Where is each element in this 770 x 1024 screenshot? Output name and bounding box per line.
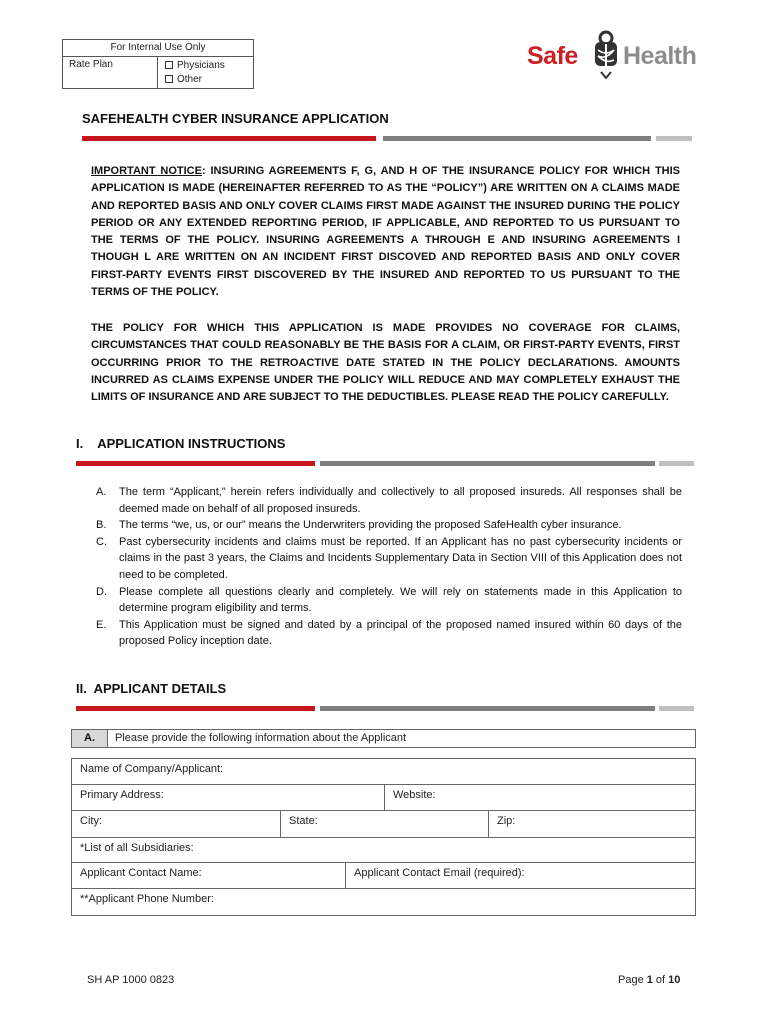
page-current: 1	[646, 974, 653, 986]
notice-para1: : INSURING AGREEMENTS F, G, AND H OF THE INSURANCE POLICY FOR WHICH THIS APPLICATION IS MADE (HEREINAFTER REFERRED TO AS THE “POLICY”) ARE WRITTEN ON A CLAIMS MADE AND REPORTED BASIS AND ONLY COVER CLAIMS FIRST MADE AGAINST THE INSURED DURING THE POLICY PERIOD OR ANY EXTENDED REPORTING PERIOD, IF APPLICABLE, AND REPORTED TO US PURSUANT TO THE TERMS OF THE POLICY. INSURING AGREEMENTS A THROUGH E AND INSURING AGREEMENTS I THOUGH L ARE WRITTEN ON AN INCIDENT FIRST DISCOVED AND REPORTED BASIS AND ONLY COVER FIRST-PARTY EVENTS FIRST DISCOVERED BY THE INSURED AND REPORTED TO US PURSUANT TO THE TERMS OF THE POLICY.	[91, 165, 680, 299]
section-heading-applicant: II. APPLICANT DETAILS	[76, 681, 227, 696]
instruction-text: Please complete all questions clearly and completely. We will rely on statements made in this Application to determine program eligibility and terms.	[119, 585, 682, 615]
website-field[interactable]	[384, 785, 695, 810]
subsidiaries-field[interactable]	[72, 838, 695, 862]
contact-name-field[interactable]	[72, 863, 345, 888]
primary-address-label: Primary Address:	[80, 789, 164, 801]
instruction-letter: A.	[96, 486, 107, 498]
section2-rule-red	[76, 706, 315, 711]
instruction-text: The term “Applicant," herein refers individually and collectively to all proposed insureds. All responses shall be deemed made on behalf of all proposed insureds.	[119, 486, 682, 515]
form-row-address	[72, 785, 695, 811]
instruction-text: The terms “we, us, or our” means the Underwriters providing the proposed SafeHealth cyber insurance.	[119, 519, 622, 532]
form-row-contact	[72, 863, 695, 889]
zip-label: Zip:	[497, 815, 516, 827]
title-rule-red	[82, 136, 376, 141]
caduceus-lock-icon	[589, 30, 623, 80]
question-a-letter: A.	[72, 730, 108, 747]
instruction-letter: E.	[96, 618, 107, 631]
contact-email-label: Applicant Contact Email (required):	[354, 867, 525, 879]
internal-use-header: For Internal Use Only	[63, 40, 253, 57]
instruction-item	[96, 484, 682, 517]
rate-plan-label: Rate Plan	[69, 59, 113, 70]
contact-name-label: Applicant Contact Name:	[80, 867, 202, 879]
notice-para2: THE POLICY FOR WHICH THIS APPLICATION IS MADE PROVIDES NO COVERAGE FOR CLAIMS, CIRCUMSTANCES THAT COULD REASONABLY BE THE BASIS FOR A CLAIM, OR FIRST-PARTY EVENTS, FIRST OCCURRING PRIOR TO THE RETROACTIVE DATE STATED IN THE POLICY DECLARATIONS. AMOUNTS INCURRED AS CLAIMS EXPENSE UNDER THE POLICY WILL REDUCE AND MAY COMPLETELY EXHAUST THE LIMITS OF INSURANCE AND ARE SUBJECT TO THE DEDUCTIBLES. PLEASE READ THE POLICY CAREFULLY.	[91, 322, 680, 404]
form-row-city	[72, 811, 695, 838]
phone-field[interactable]	[72, 889, 695, 915]
company-name-label: Name of Company/Applicant:	[80, 763, 224, 775]
website-label: Website:	[393, 789, 436, 801]
contact-email-field[interactable]	[345, 863, 695, 888]
instruction-text: This Application must be signed and dated by a principal of the proposed named insured within 60 days of the proposed Policy inception date.	[119, 618, 682, 648]
form-code: SH AP 1000 0823	[87, 974, 175, 986]
phone-label: **Applicant Phone Number:	[80, 893, 214, 905]
logo-text-health: Health	[623, 42, 697, 70]
instructions-list	[96, 484, 682, 650]
section1-rule-light	[659, 461, 694, 466]
subsidiaries-label: *List of all Subsidiaries:	[80, 842, 194, 854]
other-checkbox[interactable]	[165, 75, 173, 83]
section2-rule-light	[659, 706, 694, 711]
logo-text-safe: Safe	[527, 42, 578, 70]
page-number	[618, 974, 680, 986]
instruction-item	[96, 617, 682, 650]
form-row-subsidiaries	[72, 838, 695, 863]
company-name-field[interactable]	[72, 759, 695, 784]
state-field[interactable]	[280, 811, 488, 837]
primary-address-field[interactable]	[72, 785, 384, 810]
physicians-label: Physicians	[177, 60, 225, 71]
instruction-item	[96, 534, 682, 584]
form-row-company	[72, 759, 695, 785]
physicians-option[interactable]	[165, 60, 225, 71]
physicians-checkbox[interactable]	[165, 61, 173, 69]
internal-divider	[157, 57, 158, 88]
section2-rule-gray	[320, 706, 655, 711]
title-rule-gray	[383, 136, 651, 141]
instruction-item	[96, 584, 682, 617]
applicant-form	[71, 758, 696, 916]
instruction-text: Past cybersecurity incidents and claims must be reported. If an Applicant has no past cybersecurity incidents or claims in the past 3 years, the Claims and Incidents Supplementary Data in Section VIII of this Application does not need to be completed.	[119, 535, 682, 581]
important-notice	[91, 163, 680, 301]
title-rule-light	[656, 136, 692, 141]
city-field[interactable]	[72, 811, 280, 837]
instruction-letter: B.	[96, 519, 107, 532]
page-title: SAFEHEALTH CYBER INSURANCE APPLICATION	[82, 111, 389, 126]
section-heading-instructions: I. APPLICATION INSTRUCTIONS	[76, 436, 286, 451]
form-row-phone	[72, 889, 695, 915]
safehealth-logo	[527, 30, 713, 80]
instruction-letter: C.	[96, 535, 107, 548]
section1-rule-gray	[320, 461, 655, 466]
instruction-letter: D.	[96, 585, 107, 598]
instruction-item	[96, 517, 682, 534]
state-label: State:	[289, 815, 318, 827]
zip-field[interactable]	[488, 811, 695, 837]
section1-rule-red	[76, 461, 315, 466]
page-of: of	[652, 974, 669, 986]
internal-use-box	[62, 39, 254, 89]
other-option[interactable]	[165, 74, 202, 85]
question-a-box	[71, 729, 696, 748]
page-prefix: Page	[618, 974, 647, 986]
other-label: Other	[177, 74, 203, 85]
important-notice-lead: IMPORTANT NOTICE	[91, 165, 202, 177]
city-label: City:	[80, 815, 102, 827]
page-total: 10	[668, 974, 681, 986]
question-a-text: Please provide the following information about the Applicant	[115, 732, 407, 744]
